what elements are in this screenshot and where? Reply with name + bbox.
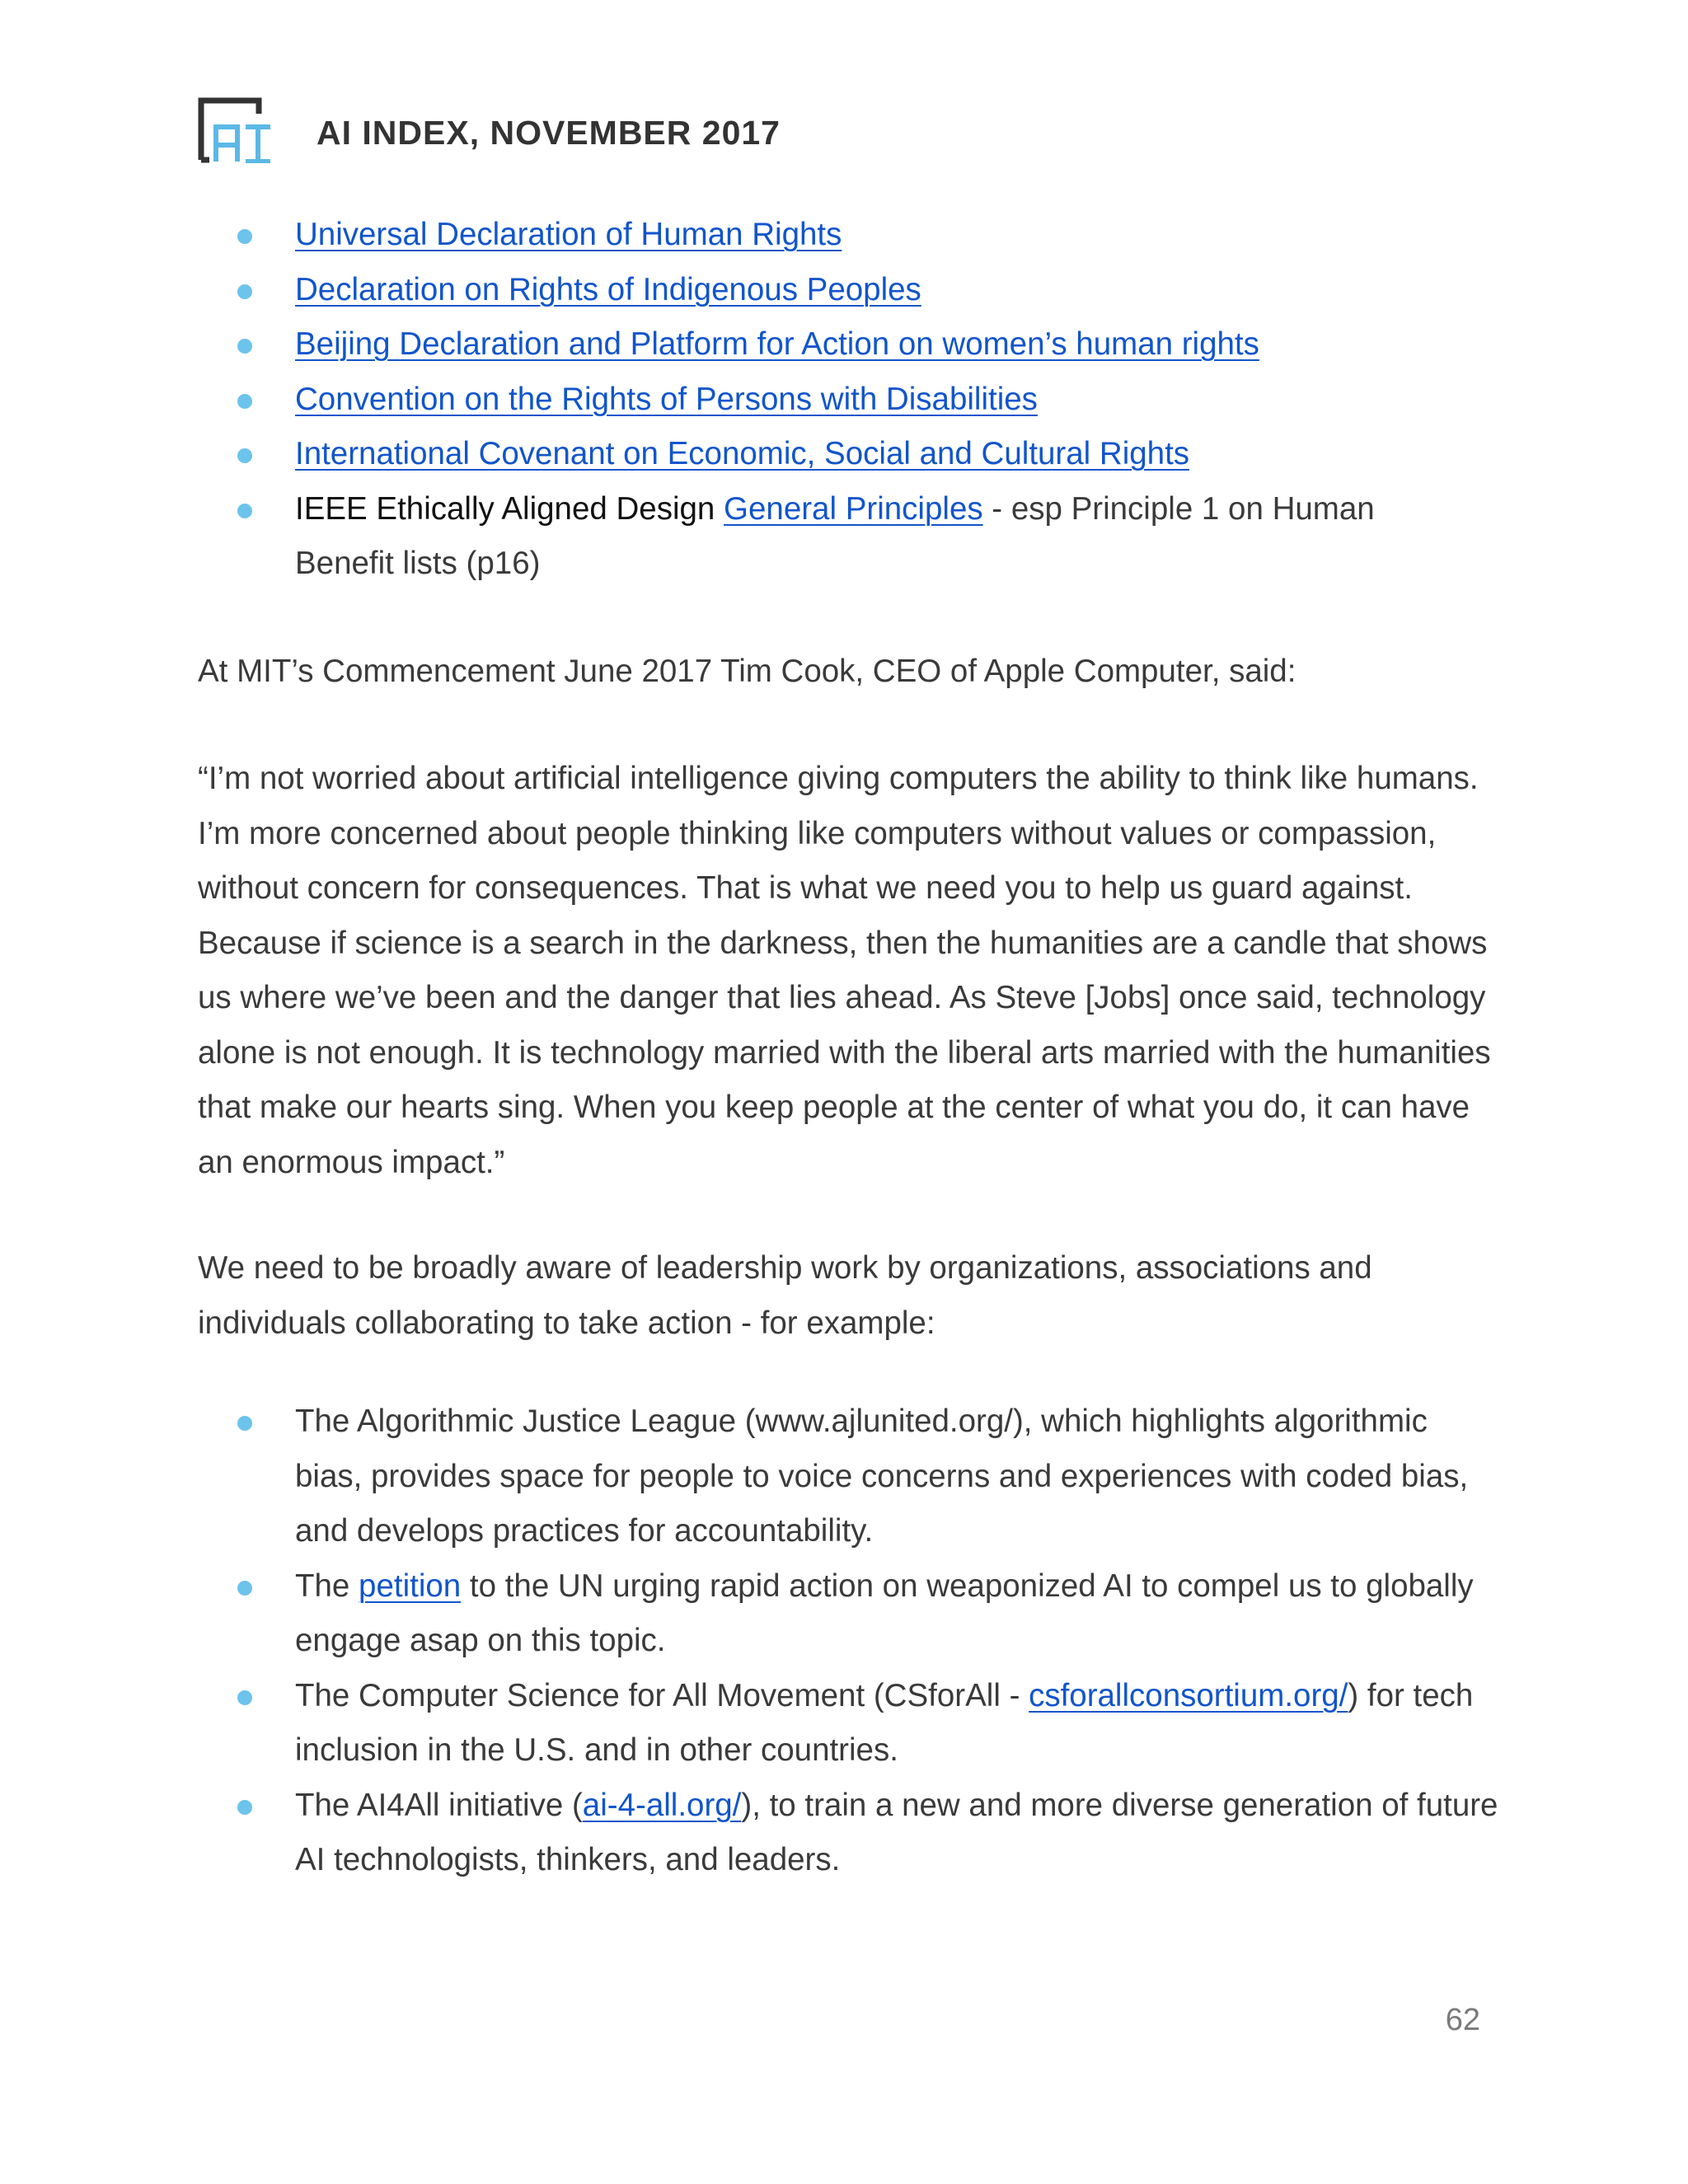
list-item bbox=[234, 1559, 1503, 1669]
bullet-icon bbox=[237, 1416, 252, 1431]
tim-cook-quote: “I’m not worried about artificial intelligence giving computers the ability to think like humans. I’m more concerned about people thinking like computers without values or compassion, without concern for consequences. That is what we need you to help us guard against. Because if science is a search in the darkness, then the humanities are a candle that shows us where we’ve been and the danger that lies ahead. As Steve [Jobs] once said, technology alone is not enough. It is technology married with the liberal arts married with the humanities that make our hearts sing. When you keep people at the center of what you do, it can have an enormous impact.” bbox=[198, 761, 1491, 1180]
list-item bbox=[234, 1669, 1503, 1779]
intro-paragraph: At MIT’s Commencement June 2017 Tim Cook, CEO of Apple Computer, said: bbox=[198, 654, 1296, 689]
leadership-paragraph: We need to be broadly aware of leadership work by organizations, associations and individuals collaborating to take action - for example: bbox=[198, 1250, 1372, 1341]
item-suffix: to the UN urging rapid action on weaponized AI to compel us to globally engage asap on this topic. bbox=[295, 1568, 1474, 1658]
page-number: 62 bbox=[1445, 2003, 1480, 2037]
bullet-icon bbox=[237, 504, 252, 518]
item-prefix: The AI4All initiative ( bbox=[295, 1787, 583, 1823]
link-universal-declaration[interactable]: Universal Declaration of Human Rights bbox=[295, 217, 842, 252]
item-prefix: The Computer Science for All Movement (CSforAll - bbox=[295, 1677, 1029, 1713]
list-item bbox=[234, 208, 1503, 263]
list-item bbox=[234, 1394, 1503, 1559]
link-ai4all[interactable]: ai-4-all.org/ bbox=[582, 1787, 742, 1823]
bullet-icon bbox=[237, 229, 252, 244]
list-item bbox=[234, 427, 1503, 482]
item-suffix: ) for tech inclusion in the U.S. and in other countries. bbox=[295, 1677, 1474, 1768]
bullet-icon bbox=[237, 394, 252, 409]
leadership-examples-list bbox=[234, 1394, 1503, 1888]
link-petition[interactable]: petition bbox=[359, 1568, 462, 1604]
link-general-principles[interactable]: General Principles bbox=[724, 490, 983, 527]
bullet-icon bbox=[237, 1800, 252, 1815]
rights-documents-list bbox=[234, 208, 1503, 592]
bullet-icon bbox=[237, 1581, 252, 1596]
header-title: AI INDEX, NOVEMBER 2017 bbox=[316, 113, 781, 152]
link-indigenous-peoples[interactable]: Declaration on Rights of Indigenous Peoples bbox=[295, 271, 921, 307]
link-covenant-economic[interactable]: International Covenant on Economic, Social and Cultural Rights bbox=[295, 436, 1190, 471]
link-beijing-declaration[interactable]: Beijing Declaration and Platform for Action on women’s human rights bbox=[295, 326, 1259, 362]
bullet-icon bbox=[237, 1690, 252, 1705]
list-item bbox=[234, 263, 1503, 318]
link-csforall[interactable]: csforallconsortium.org/ bbox=[1029, 1677, 1348, 1713]
item-prefix: IEEE Ethically Aligned Design bbox=[295, 490, 724, 527]
bullet-icon bbox=[237, 284, 252, 299]
item-text: The Algorithmic Justice League (www.ajlunited.org/), which highlights algorithmic bias, provides space for people to voice concerns and experiences with coded bias, and develops practices for accountability. bbox=[295, 1404, 1469, 1549]
list-item bbox=[234, 1779, 1503, 1888]
page-header bbox=[198, 97, 781, 163]
bullet-icon bbox=[237, 339, 252, 354]
list-item bbox=[234, 317, 1503, 373]
list-item bbox=[234, 373, 1503, 428]
item-suffix: ), to train a new and more diverse generation of future AI technologists, thinkers, and leaders. bbox=[295, 1787, 1498, 1877]
ai-index-logo-icon bbox=[198, 97, 274, 163]
list-item bbox=[234, 482, 1503, 592]
item-suffix: - esp Principle 1 on Human Benefit lists (p16) bbox=[295, 490, 1375, 581]
item-prefix: The bbox=[295, 1568, 359, 1604]
link-persons-disabilities[interactable]: Convention on the Rights of Persons with Disabilities bbox=[295, 381, 1038, 417]
bullet-icon bbox=[237, 448, 252, 463]
